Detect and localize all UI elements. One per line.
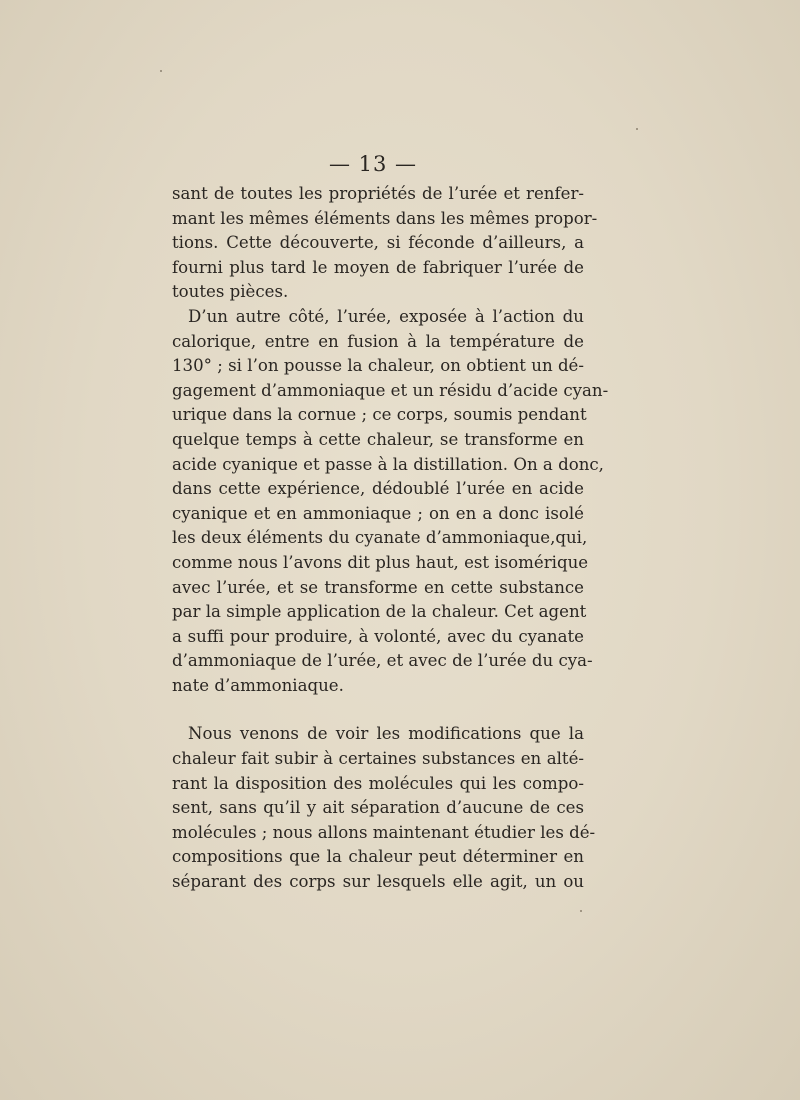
paragraph-3 (172, 722, 596, 894)
text-line: d’ammoniaque de l’urée, et avec de l’urée du cya- (172, 651, 593, 671)
text-line: tions. Cette découverte, si féconde d’ailleurs, a (172, 233, 584, 253)
paragraph-1 (172, 182, 598, 305)
text-line: Nous venons de voir les modifications que la (188, 724, 584, 744)
text-line: séparant des corps sur lesquels elle agit, un ou (172, 872, 584, 892)
text-line: calorique, entre en fusion à la température de (172, 331, 584, 351)
text-line: gagement d’ammoniaque et un résidu d’acide cyan- (172, 380, 609, 400)
text-line: molécules ; nous allons maintenant étudier les dé- (172, 822, 596, 842)
text-line: acide cyanique et passe à la distillation. On a donc, (172, 454, 604, 474)
text-line: avec l’urée, et se transforme en cette substance (172, 577, 584, 597)
text-line: rant la disposition des molécules qui les compo- (172, 773, 584, 793)
text-line: cyanique et en ammoniaque ; on en a donc isolé (172, 503, 584, 523)
text-line: sent, sans qu’il y ait séparation d’aucune de ces (172, 798, 584, 818)
text-line: les deux éléments du cyanate d’ammoniaque,qui, (172, 528, 588, 548)
text-line: a suffi pour produire, à volonté, avec du cyanate (172, 626, 584, 646)
text-line: compositions que la chaleur peut déterminer en (172, 847, 584, 867)
page-number: — 13 — (328, 152, 418, 176)
text-line: nate d’ammoniaque. (172, 675, 344, 695)
text-line: quelque temps à cette chaleur, se transforme en (172, 429, 584, 449)
paper-speck (636, 128, 638, 130)
text-line: D’un autre côté, l’urée, exposée à l’action du (188, 306, 584, 326)
text-line: fourni plus tard le moyen de fabriquer l’urée de (172, 257, 584, 277)
paragraph-spacer (172, 698, 584, 722)
paragraph-2 (172, 305, 609, 699)
body-text (172, 182, 609, 895)
text-line: chaleur fait subir à certaines substances en alté- (172, 749, 584, 769)
text-line: toutes pièces. (172, 282, 289, 302)
text-line: comme nous l’avons dit plus haut, est isomérique (172, 552, 589, 572)
text-line: mant les mêmes éléments dans les mêmes propor- (172, 208, 598, 228)
text-line: urique dans la cornue ; ce corps, soumis pendant (172, 405, 587, 425)
paper-speck (160, 70, 162, 72)
text-line: sant de toutes les propriétés de l’urée et renfer- (172, 184, 584, 203)
text-line: 130° ; si l’on pousse la chaleur, on obtient un dé- (172, 356, 584, 376)
text-line: par la simple application de la chaleur. Cet agent (172, 602, 587, 622)
text-line: dans cette expérience, dédoublé l’urée en acide (172, 479, 584, 499)
paper-speck (580, 910, 582, 912)
